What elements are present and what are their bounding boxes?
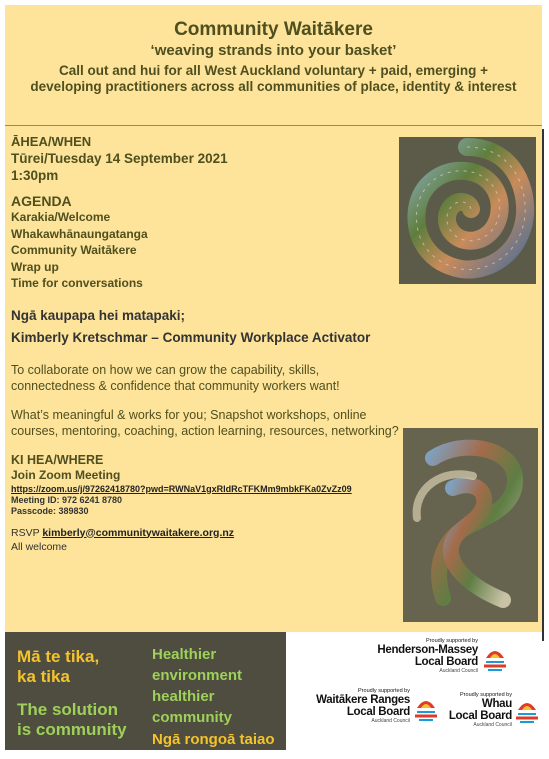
council-label: Auckland Council: [439, 668, 478, 674]
event-time: 1:30pm: [11, 168, 59, 183]
slogan-line: community: [152, 709, 233, 726]
zoom-link[interactable]: https://zoom.us/j/97262418780?pwd=RWNaV1gxRldRcTFKMm9mbkFKa0ZvZz09: [11, 483, 352, 494]
auckland-council-logo-icon: [482, 644, 508, 679]
agenda-heading: AGENDA: [11, 193, 72, 209]
board-name: Local Board: [414, 656, 478, 668]
flyer-page: [5, 5, 542, 750]
agenda-item: Time for conversations: [11, 276, 143, 290]
agenda-item: Karakia/Welcome: [11, 210, 111, 224]
slogan-mate-tika: [17, 647, 147, 687]
rsvp-label: RSVP: [11, 526, 43, 539]
board-name: Waitākere Ranges: [316, 694, 410, 706]
supported-label: Proudly supported by: [358, 688, 410, 694]
council-label: Auckland Council: [371, 718, 410, 724]
intro-text: Call out and hui for all West Auckland voluntary + paid, emerging + developing practitioners across all communities of place, identity & interest: [30, 63, 517, 94]
board-name: Henderson-Massey: [377, 644, 478, 656]
slogan-line: healthier: [152, 688, 215, 705]
topics-heading: Ngā kaupapa hei matapaki;: [11, 307, 186, 323]
speaker-line: Kimberly Kretschmar – Community Workplace Activator: [11, 329, 371, 345]
supported-label: Proudly supported by: [426, 638, 478, 644]
supported-label: Proudly supported by: [460, 692, 512, 698]
passcode: Passcode: 389830: [11, 506, 89, 516]
zoom-heading: Join Zoom Meeting: [11, 467, 121, 482]
slogan-line: environment: [152, 667, 243, 684]
board-whau: [446, 692, 512, 728]
koru-spiral-image: [399, 137, 536, 284]
agenda-item: Wrap up: [11, 259, 59, 274]
divider: [5, 125, 542, 126]
slogan-line: Mā te tika,: [17, 647, 100, 666]
footer-sponsors: [286, 632, 542, 750]
auckland-council-logo-icon: [413, 694, 439, 729]
slogan-line: is community: [17, 720, 127, 739]
rsvp-line: [11, 527, 401, 540]
ribbon-mosaic-image: [403, 428, 538, 622]
divider-vertical: [542, 129, 544, 641]
footer-slogans: [5, 632, 286, 750]
slogan-solution: [17, 700, 157, 740]
slogan-rongoa: Ngā rongoā taiao: [152, 731, 275, 748]
subtitle: ‘weaving strands into your basket’: [150, 42, 397, 59]
rsvp-email-link[interactable]: kimberly@communitywaitakere.org.nz: [42, 526, 235, 539]
board-name: Local Board: [346, 706, 410, 718]
header: [5, 5, 542, 123]
council-label: Auckland Council: [473, 722, 512, 728]
slogan-line: The solution: [17, 700, 119, 719]
purpose-paragraph: To collaborate on how we can grow the capability, skills, connectedness & confidence that community workers want!: [11, 362, 340, 393]
main-content: [11, 134, 401, 554]
page-title: Community Waitākere: [174, 19, 373, 40]
where-heading: KI HEA/WHERE: [11, 452, 104, 467]
board-name: Whau: [481, 698, 512, 710]
when-heading: ĀHEA/WHEN: [11, 134, 92, 149]
slogan-line: ka tika: [17, 667, 70, 686]
event-date: Tūrei/Tuesday 14 September 2021: [11, 151, 228, 166]
agenda-item: Community Waitākere: [11, 243, 137, 257]
meeting-id: Meeting ID: 972 6241 8780: [11, 494, 123, 505]
board-henderson-massey: [348, 638, 478, 674]
auckland-council-logo-icon: [514, 696, 540, 731]
slogan-line: Healthier: [152, 646, 217, 663]
topics-section: [11, 305, 401, 349]
agenda-item: Whakawhānaungatanga: [11, 226, 148, 241]
slogan-healthier: [152, 644, 282, 728]
board-name: Local Board: [448, 710, 512, 722]
board-waitakere-ranges: [288, 688, 410, 724]
welcome-text: All welcome: [11, 540, 68, 553]
question-paragraph: What’s meaningful & works for you; Snapshot workshops, online courses, mentoring, coaching, action learning, resources, networking?: [11, 407, 399, 438]
